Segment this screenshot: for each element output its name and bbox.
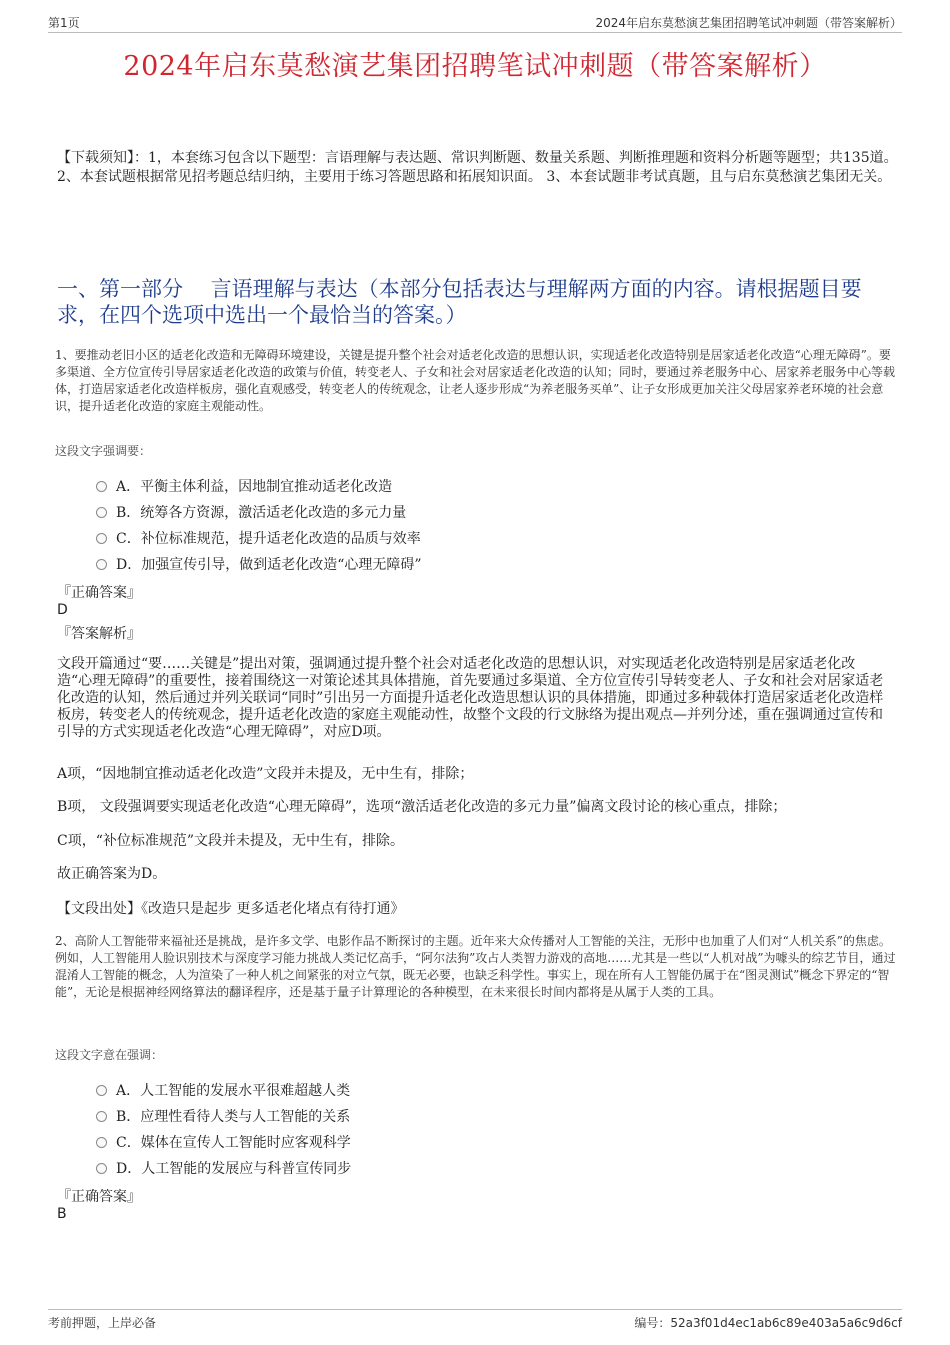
radio-icon[interactable] xyxy=(96,533,107,544)
option-b[interactable] xyxy=(96,1103,796,1129)
code-label: 编号： xyxy=(634,1316,671,1330)
question-2-prompt: 这段文字意在强调： xyxy=(55,1048,164,1062)
radio-icon[interactable] xyxy=(96,1111,107,1122)
option-label: A．人工智能的发展水平很难超越人类 xyxy=(116,1083,351,1099)
analysis-conclusion: 故正确答案为D。 xyxy=(57,866,167,882)
option-a[interactable] xyxy=(96,473,796,499)
radio-icon[interactable] xyxy=(96,1085,107,1096)
option-label: B．应理性看待人类与人工智能的关系 xyxy=(116,1109,351,1125)
option-a[interactable] xyxy=(96,1077,796,1103)
analysis-label: 『答案解析』 xyxy=(57,626,141,642)
page-header xyxy=(48,14,902,33)
question-1-prompt: 这段文字强调要： xyxy=(55,444,152,458)
question-2-options xyxy=(96,1077,796,1181)
correct-answer: D xyxy=(57,602,68,618)
radio-icon[interactable] xyxy=(96,507,107,518)
radio-icon[interactable] xyxy=(96,1137,107,1148)
option-label: D．人工智能的发展应与科普宣传同步 xyxy=(116,1161,352,1177)
option-label: C．补位标准规范，提升适老化改造的品质与效率 xyxy=(116,531,421,547)
analysis-note-c: C项，“补位标准规范”文段并未提及，无中生有，排除。 xyxy=(57,833,405,849)
answer-analysis: 文段开篇通过“要……关键是”提出对策，强调通过提升整个社会对适老化改造的思想认识，对实现适老化改造特别是居家适老化改造“心理无障碍”的重要性，接着围绕这一对策论述其具体措施，首先要通过多渠道、全方位宣传引导转变老人、子女和社会对居家适老化改造的认知，然后通过并列关联词“同时”引出另一方面提升适老化改造思想认识的具体措施，即通过多种载体打造居家适老化改造样板房，转变老人的传统观念，提升适老化改造的家庭主观能动性，故整个文段的行文脉络为提出观点—并列分述，重在强调通过宣传和引导的方式实现适老化改造“心理无障碍”，对应D项。 xyxy=(57,656,884,740)
text-source: 【文段出处】《改造只是起步 更多适老化堵点有待打通》 xyxy=(57,901,405,917)
section-title: 一、第一部分 言语理解与表达（本部分包括表达与理解两方面的内容。请根据题目要求，在四个选项中选出一个最恰当的答案。） xyxy=(57,277,862,327)
download-notice: 【下载须知】：1，本套练习包含以下题型：言语理解与表达题、常识判断题、数量关系题、判断推理题和资料分析题等题型；共135道。 2、本套试题根据常见招考题总结归纳，主要用于练习答题思路和拓展知识面。 3、本套试题非考试真题，且与启东莫愁演艺集团无关。 xyxy=(57,150,898,185)
header-title: 2024年启东莫愁演艺集团招聘笔试冲刺题（带答案解析） xyxy=(595,16,902,30)
page-number: 第1页 xyxy=(48,16,80,30)
correct-answer-label: 『正确答案』 xyxy=(57,585,141,601)
radio-icon[interactable] xyxy=(96,1163,107,1174)
option-label: B．统筹各方资源，激活适老化改造的多元力量 xyxy=(116,505,407,521)
code-value: 52a3f01d4ec1ab6c89e403a5a6c9d6cf xyxy=(670,1316,902,1330)
option-d[interactable] xyxy=(96,551,796,577)
option-label: D．加强宣传引导，做到适老化改造“心理无障碍” xyxy=(116,557,422,573)
correct-answer: B xyxy=(57,1206,67,1222)
document-title: 2024年启东莫愁演艺集团招聘笔试冲刺题（带答案解析） xyxy=(123,51,827,82)
analysis-note-b: B项， 文段强调要实现适老化改造“心理无障碍”，选项“激活适老化改造的多元力量”偏离文段讨论的核心重点，排除； xyxy=(57,799,787,815)
option-label: C．媒体在宣传人工智能时应客观科学 xyxy=(116,1135,351,1151)
option-b[interactable] xyxy=(96,499,796,525)
footer-slogan: 考前押题，上岸必备 xyxy=(48,1316,157,1330)
question-1-stem: 1、要推动老旧小区的适老化改造和无障碍环境建设，关键是提升整个社会对适老化改造的思想认识，实现适老化改造特别是居家适老化改造“心理无障碍”。要多渠道、全方位宣传引导居家适老化改造的政策与价值，转变老人、子女和社会对居家适老化改造的认知；同时，要通过养老服务中心、居家养老服务中心等载体，打造居家适老化改造样板房，强化直观感受，转变老人的传统观念，让老人逐步形成“为养老服务买单”、让子女形成更加关注父母居家养老环境的社会意识，提升适老化改造的家庭主观能动性。 xyxy=(55,348,896,413)
analysis-note-a: A项，“因地制宜推动适老化改造”文段并未提及，无中生有，排除； xyxy=(57,766,474,782)
option-label: A．平衡主体利益，因地制宜推动适老化改造 xyxy=(116,479,393,495)
document-code xyxy=(634,1314,902,1331)
option-c[interactable] xyxy=(96,525,796,551)
question-2-stem: 2、高阶人工智能带来福祉还是挑战，是许多文学、电影作品不断探讨的主题。近年来大众传播对人工智能的关注，无形中也加重了人们对“人机关系”的焦虑。例如，人工智能用人脸识别技术与深度学习能力挑战人类记忆高手，“阿尔法狗”攻占人类智力游戏的高地……尤其是一些以“人机对战”为噱头的综艺节目，通过混淆人工智能的概念，人为渲染了一种人机之间紧张的对立气氛，既无必要，也缺乏科学性。事实上，现在所有人工智能仍属于在“图灵测试”概念下界定的“智能”，无论是根据神经网络算法的翻译程序，还是基于量子计算理论的各种模型，在未来很长时间内都将是从属于人类的工具。 xyxy=(55,934,896,999)
page-footer xyxy=(48,1309,902,1330)
option-c[interactable] xyxy=(96,1129,796,1155)
option-d[interactable] xyxy=(96,1155,796,1181)
correct-answer-label: 『正确答案』 xyxy=(57,1189,141,1205)
radio-icon[interactable] xyxy=(96,481,107,492)
question-1-options xyxy=(96,473,796,577)
radio-icon[interactable] xyxy=(96,559,107,570)
